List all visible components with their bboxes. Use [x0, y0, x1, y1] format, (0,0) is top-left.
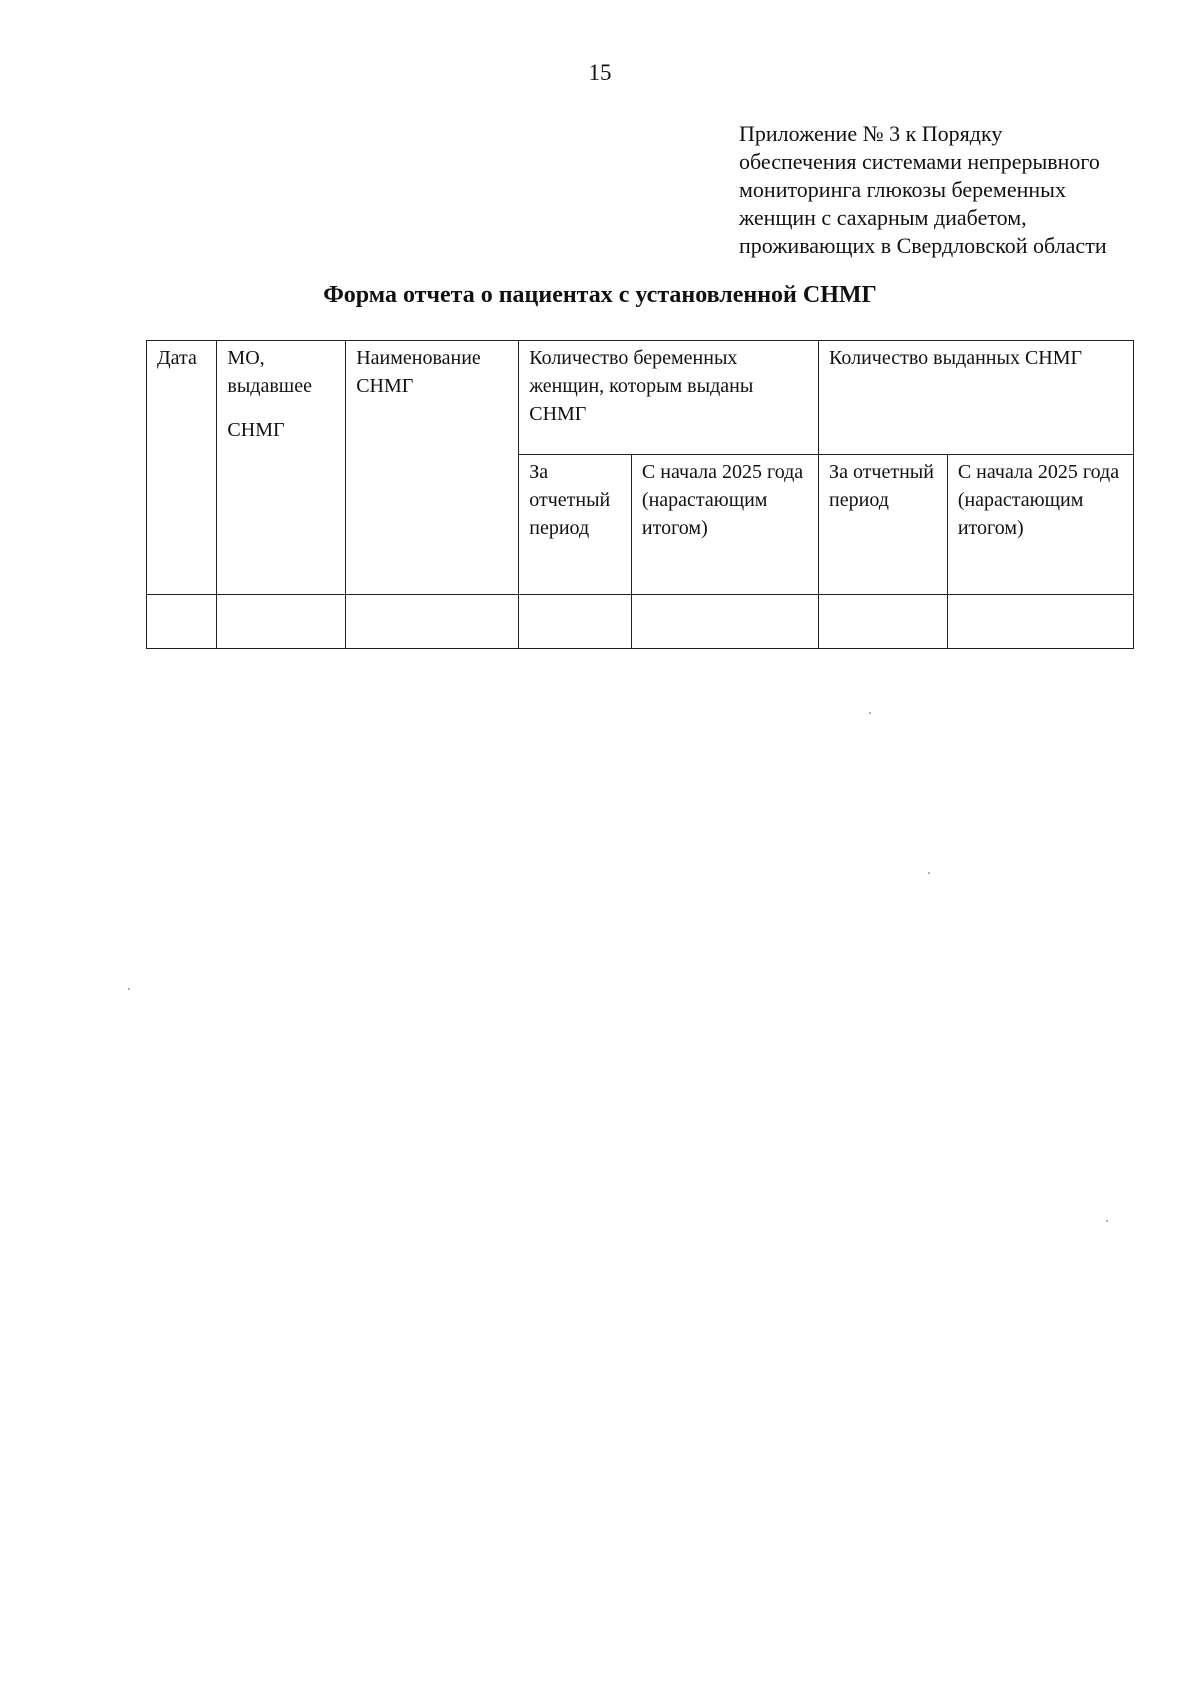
subheader-cumulative: С начала 2025 года (нарастающим итогом): [631, 455, 818, 595]
scan-speck: [128, 988, 130, 990]
page-number: 15: [588, 60, 612, 85]
header-mo-line: выдавшее: [227, 375, 312, 397]
header-mo: [217, 341, 346, 595]
report-form-table: [146, 340, 1134, 649]
header-women-count: Количество беременных женщин, которым выданы СНМГ: [519, 341, 819, 455]
appendix-line: Приложение № 3 к Порядку: [739, 121, 1003, 146]
table-cell: [217, 595, 346, 649]
table-cell: [631, 595, 818, 649]
appendix-line: обеспечения системами непрерывного: [739, 149, 1100, 174]
appendix-line: мониторинга глюкозы беременных: [739, 177, 1066, 202]
subheader-cumulative: С начала 2025 года (нарастающим итогом): [947, 455, 1133, 595]
appendix-note: [739, 120, 1179, 260]
table-cell: [147, 595, 217, 649]
header-name: Наименование СНМГ: [346, 341, 519, 595]
subheader-period: За отчетный период: [519, 455, 632, 595]
table-cell: [346, 595, 519, 649]
appendix-line: женщин с сахарным диабетом,: [739, 205, 1027, 230]
table-cell: [947, 595, 1133, 649]
header-date: Дата: [147, 341, 217, 595]
document-title: Форма отчета о пациентах с установленной СНМГ: [323, 282, 877, 308]
table-header-row: [147, 341, 1134, 455]
table-cell: [519, 595, 632, 649]
scan-speck: [1106, 1220, 1108, 1222]
scan-speck: [928, 872, 930, 874]
scan-speck: [869, 712, 871, 714]
header-mo-line: МО,: [227, 347, 265, 369]
header-mo-line: СНМГ: [227, 419, 285, 441]
subheader-period: За отчетный период: [819, 455, 948, 595]
table-cell: [819, 595, 948, 649]
appendix-line: проживающих в Свердловской области: [739, 233, 1107, 258]
table-row: [147, 595, 1134, 649]
header-issued-count: Количество выданных СНМГ: [819, 341, 1134, 455]
